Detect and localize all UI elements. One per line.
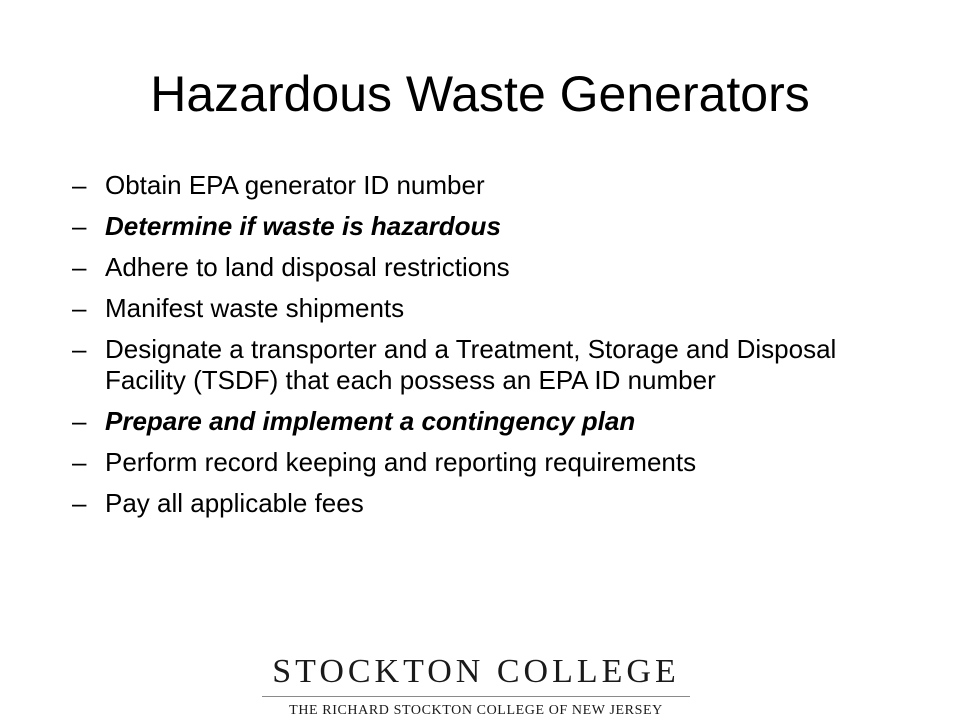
bullet-dash: – [72,488,87,518]
logo-subtitle: THE RICHARD STOCKTON COLLEGE OF NEW JERSEY [289,703,663,718]
bullet-item [72,334,892,396]
bullet-item [72,293,892,324]
bullet-dash: – [72,211,87,241]
college-logo [262,652,690,720]
logo-name: STOCKTON COLLEGE [272,653,680,690]
bullet-text: Pay all applicable fees [105,488,364,518]
bullet-item [72,252,892,283]
slide-title: Hazardous Waste Generators [150,66,810,122]
bullet-item [72,170,892,201]
bullet-item-emphasized [72,211,892,242]
bullet-dash: – [72,293,87,323]
bullet-dash: – [72,334,87,364]
bullet-text: Manifest waste shipments [105,293,405,323]
bullet-list [72,170,892,529]
bullet-dash: – [72,447,87,477]
logo-divider [262,696,690,697]
bullet-dash: – [72,406,87,436]
bullet-text: Determine if waste is hazardous [105,211,501,241]
bullet-text: Adhere to land disposal restrictions [105,252,510,282]
bullet-dash: – [72,170,87,200]
bullet-text: Designate a transporter and a Treatment, Storage and Disposal Facility (TSDF) that each possess an EPA ID number [105,334,837,395]
bullet-text: Perform record keeping and reporting requirements [105,447,697,477]
bullet-text: Obtain EPA generator ID number [105,170,485,200]
bullet-dash: – [72,252,87,282]
bullet-item [72,447,892,478]
bullet-item-emphasized [72,406,892,437]
bullet-text: Prepare and implement a contingency plan [105,406,636,436]
bullet-item [72,488,892,519]
